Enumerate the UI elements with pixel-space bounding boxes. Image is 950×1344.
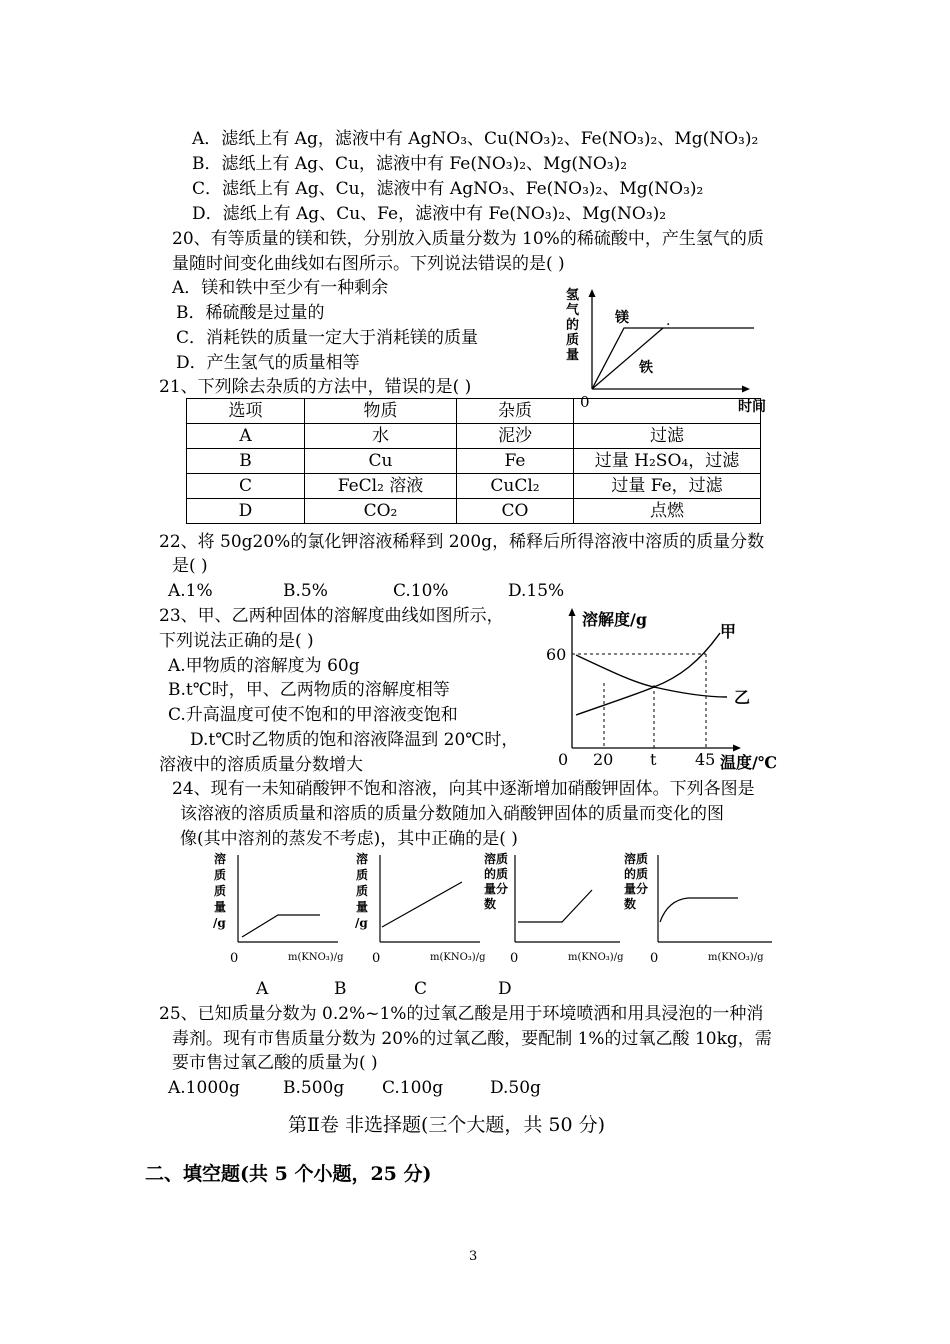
q24-letter-b: B	[334, 979, 347, 999]
q24d-ylabel-line: 的质	[624, 867, 649, 881]
q23-x-arrow	[733, 745, 741, 752]
q23-y-arrow	[569, 608, 576, 616]
q24-letter-c: C	[414, 979, 428, 999]
q24a-ylabel-char: 量	[214, 900, 227, 914]
table-cell: Cu	[305, 449, 457, 474]
q23-option-d-line2: 溶液中的溶质质量分数增大	[159, 755, 363, 775]
q23-ylabel: 溶解度/g	[582, 610, 648, 629]
q22-stem-line1: 22、将 50g20%的氯化钾溶液稀释到 200g，稀释后所得溶液中溶质的质量分数	[159, 532, 765, 552]
q20-fe-line	[592, 328, 663, 389]
table-header: 杂质	[457, 399, 574, 424]
q23-option-b: B.t℃时，甲、乙两物质的溶解度相等	[168, 680, 450, 700]
q24d-origin: 0	[650, 951, 659, 966]
q25-option-d: D.50g	[490, 1078, 541, 1098]
q24-stem-line2: 该溶液的溶质质量和溶质的质量分数随加入硝酸钾固体的质量而变化的图	[180, 804, 724, 824]
q19-option-b: B．滤纸上有 Ag、Cu，滤液中有 Fe(NO₃)₂、Mg(NO₃)₂	[192, 154, 628, 174]
q20-ylabel-char: 质	[566, 333, 580, 348]
q24c-origin: 0	[510, 951, 519, 966]
q23-option-a: A.甲物质的溶解度为 60g	[168, 656, 360, 676]
q23-origin: 0	[558, 750, 569, 769]
q20-option-d: D．产生氢气的质量相等	[176, 353, 360, 373]
q23-solubility-graph	[540, 605, 800, 775]
q20-xlabel: 时间	[738, 399, 766, 415]
q23-curve-jia	[576, 633, 720, 715]
q24b-ylabel-char: 量	[356, 900, 369, 914]
table-cell: 水	[305, 424, 457, 449]
q20-ylabel-char: 量	[566, 348, 580, 363]
q24a-ylabel-char: /g	[213, 916, 226, 930]
table-row	[187, 499, 761, 524]
q21-stem: 21、下列除去杂质的方法中，错误的是( )	[159, 377, 472, 397]
q20-stem-line1: 20、有等质量的镁和铁，分别放入质量分数为 10%的稀硫酸中，产生氢气的质	[172, 229, 764, 249]
table-cell: 泥沙	[457, 424, 574, 449]
q24a-ylabel-char: 溶	[214, 852, 227, 866]
section2-title: 二、填空题(共 5 个小题，25 分)	[145, 1163, 432, 1185]
part2-title: 第Ⅱ卷 非选择题(三个大题，共 50 分)	[288, 1114, 606, 1136]
table-cell: 过量 Fe，过滤	[574, 474, 761, 499]
q20-ylabel-char: 气	[566, 303, 580, 318]
q24-graph-d	[620, 850, 780, 970]
q20-fe-label: 铁	[639, 360, 653, 376]
table-cell: 过量 H₂SO₄，过滤	[574, 449, 761, 474]
q23-label-jia: 甲	[720, 622, 737, 641]
q23-stem-line1: 23、甲、乙两种固体的溶解度曲线如图所示，	[159, 606, 504, 626]
q24d-xlabel: m(KNO₃)/g	[708, 952, 764, 963]
q21-table	[186, 398, 761, 524]
table-cell: B	[187, 449, 305, 474]
table-row	[187, 424, 761, 449]
q20-stem-line2: 量随时间变化曲线如右图所示。下列说法错误的是( )	[172, 254, 565, 274]
q20-dot: .	[666, 313, 671, 329]
q24c-ylabel-line: 溶质	[484, 852, 509, 866]
q24a-xlabel: m(KNO₃)/g	[288, 952, 344, 963]
table-cell: Fe	[457, 449, 574, 474]
q23-tick-45: 45	[695, 750, 716, 769]
table-header: 除杂方法	[574, 399, 761, 424]
q25-stem-line1: 25、已知质量分数为 0.2%~1%的过氧乙酸是用于环境喷洒和用具浸泡的一种消	[159, 1004, 764, 1024]
q20-option-b: B．稀硫酸是过量的	[176, 303, 325, 323]
table-cell: C	[187, 474, 305, 499]
q20-option-c: C．消耗铁的质量一定大于消耗镁的质量	[176, 328, 479, 348]
q24d-ylabel-line: 量分	[624, 882, 649, 896]
q24a-origin: 0	[230, 951, 239, 966]
q24b-ylabel-char: /g	[355, 916, 368, 930]
q23-curve-yi	[576, 655, 727, 697]
q24-stem-line3: 像(其中溶剂的蒸发不考虑)，其中正确的是( )	[180, 829, 518, 849]
page-number: 3	[469, 1249, 478, 1264]
q24b-origin: 0	[372, 951, 381, 966]
table-cell: 点燃	[574, 499, 761, 524]
q19-option-d: D．滤纸上有 Ag、Cu、Fe，滤液中有 Fe(NO₃)₂、Mg(NO₃)₂	[192, 204, 667, 224]
q20-mg-label: 镁	[615, 310, 629, 326]
q23-stem-line2: 下列说法正确的是( )	[159, 631, 314, 651]
table-row	[187, 449, 761, 474]
q24c-xlabel: m(KNO₃)/g	[568, 952, 624, 963]
q22-option-b: B.5%	[283, 581, 328, 601]
q24b-xlabel: m(KNO₃)/g	[430, 952, 486, 963]
table-header: 选项	[187, 399, 305, 424]
q20-origin: 0	[580, 393, 590, 411]
q24-stem-line1: 24、现有一未知硝酸钾不饱和溶液，向其中逐渐增加硝酸钾固体。下列各图是	[172, 779, 755, 799]
table-cell: FeCl₂ 溶液	[305, 474, 457, 499]
q20-y-arrow	[589, 289, 596, 297]
q25-option-b: B.500g	[283, 1078, 345, 1098]
q20-mg-line	[592, 328, 754, 389]
table-cell: CuCl₂	[457, 474, 574, 499]
q24a-ylabel-char: 质	[214, 884, 227, 898]
q23-tick-t: t	[650, 750, 657, 769]
q24a-ylabel-char: 质	[214, 868, 227, 882]
q20-option-a: A．镁和铁中至少有一种剩余	[172, 278, 389, 298]
q24d-ylabel-line: 溶质	[624, 852, 649, 866]
q23-label-yi: 乙	[734, 688, 751, 707]
q23-xlabel: 温度/℃	[720, 753, 778, 772]
q24b-ylabel-char: 质	[356, 884, 369, 898]
q24c-ylabel-line: 数	[484, 897, 497, 911]
q24-graph-c	[480, 850, 630, 970]
table-row	[187, 474, 761, 499]
q25-stem-line3: 要市售过氧乙酸的质量为( )	[172, 1053, 378, 1073]
table-cell: 过滤	[574, 424, 761, 449]
q24b-curve	[382, 882, 462, 927]
q22-stem-line2: 是( )	[172, 556, 208, 576]
q24b-ylabel-char: 质	[356, 868, 369, 882]
q24c-curve	[518, 890, 592, 922]
table-cell: D	[187, 499, 305, 524]
q19-option-a: A．滤纸上有 Ag，滤液中有 AgNO₃、Cu(NO₃)₂、Fe(NO₃)₂、Mg(NO₃)₂	[192, 129, 759, 149]
q23-tick-60: 60	[546, 645, 567, 664]
q24c-ylabel-line: 量分	[484, 882, 509, 896]
table-cell: CO	[457, 499, 574, 524]
q24b-ylabel-char: 溶	[356, 852, 369, 866]
q24c-ylabel-line: 的质	[484, 867, 509, 881]
q24-graph-b	[350, 850, 490, 970]
q25-option-c: C.100g	[382, 1078, 444, 1098]
table-header: 物质	[305, 399, 457, 424]
q24-letter-a: A	[256, 979, 269, 999]
table-cell: CO₂	[305, 499, 457, 524]
q23-option-d-line1: D.t℃时乙物质的饱和溶液降温到 20℃时，	[190, 730, 519, 750]
q20-ylabel-char: 的	[566, 318, 580, 333]
q20-x-arrow	[742, 386, 750, 393]
q23-tick-20: 20	[593, 750, 614, 769]
q24d-curve	[660, 898, 738, 922]
q22-option-c: C.10%	[393, 581, 449, 601]
q24d-ylabel-line: 数	[624, 897, 637, 911]
table-cell: A	[187, 424, 305, 449]
q22-option-a: A.1%	[168, 581, 213, 601]
q24-letter-d: D	[498, 979, 512, 999]
q24-graph-a	[208, 850, 348, 970]
q23-option-c: C.升高温度可使不饱和的甲溶液变饱和	[168, 705, 458, 725]
q19-option-c: C．滤纸上有 Ag、Cu，滤液中有 AgNO₃、Fe(NO₃)₂、Mg(NO₃)₂	[192, 179, 704, 199]
table-header-row	[187, 399, 761, 424]
q20-ylabel-char: 氢	[566, 288, 580, 303]
q25-option-a: A.1000g	[168, 1078, 240, 1098]
q22-option-d: D.15%	[508, 581, 565, 601]
q24a-curve	[242, 915, 320, 937]
q25-stem-line2: 毒剂。现有市售质量分数为 20%的过氧乙酸，要配制 1%的过氧乙酸 10kg，需	[172, 1029, 772, 1049]
